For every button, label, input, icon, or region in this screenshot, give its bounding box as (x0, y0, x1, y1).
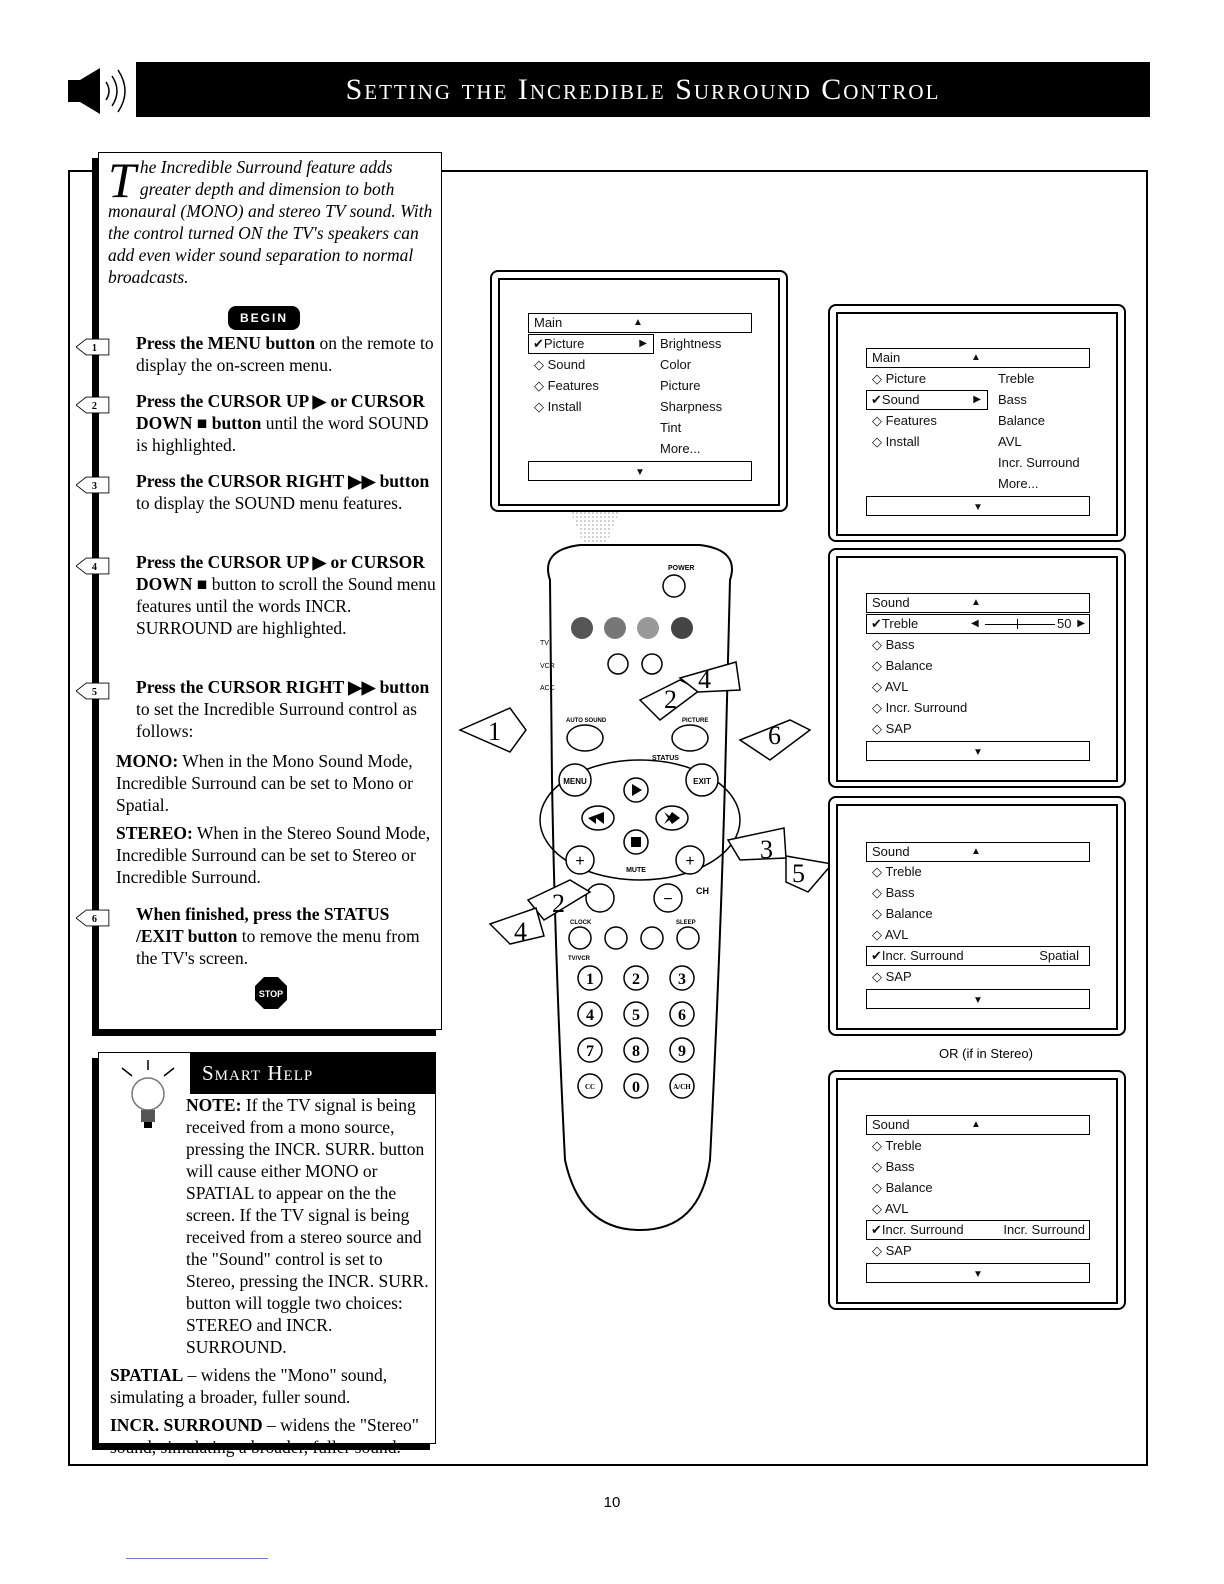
svg-text:4: 4 (698, 665, 711, 694)
menu-item-features[interactable]: ◇ Features (534, 378, 599, 393)
menu-item-balance[interactable]: ◇ Balance (872, 658, 933, 673)
smart-picture-button[interactable] (642, 654, 662, 674)
submenu-item: Tint (660, 420, 682, 435)
svg-text:5: 5 (792, 859, 805, 888)
drop-cap: T (108, 152, 136, 208)
menu-header: Sound ▲ (866, 593, 1090, 613)
submenu-item: More... (998, 476, 1039, 491)
begin-badge: BEGIN (228, 306, 300, 330)
digit-label: 5 (632, 1007, 640, 1024)
svg-text:2: 2 (91, 400, 97, 412)
svg-text:5: 5 (91, 686, 97, 698)
digit-label: CC (584, 1083, 596, 1091)
step-3: Press the CURSOR RIGHT ▶▶ button to display the SOUND menu features. 3 (108, 470, 438, 514)
menu-scroll-down[interactable]: ▼ (866, 989, 1090, 1009)
status-label: STATUS (652, 755, 679, 762)
svg-text:1: 1 (91, 342, 97, 354)
menu-item-sap[interactable]: ◇ SAP (872, 969, 912, 984)
page-number: 10 (603, 1494, 621, 1511)
cursor-down-icon (631, 837, 641, 847)
digit-label: 1 (586, 971, 594, 988)
menu-item-incr-surround[interactable]: ◇ Incr. Surround (872, 700, 968, 715)
menu-item-avl[interactable]: ◇ AVL (872, 1201, 909, 1216)
footer-rule (126, 1558, 268, 1559)
stereo-mode-text: STEREO: When in the Stereo Sound Mode, Incredible Surround can be set to Stereo or Incredible Surround. (116, 823, 431, 887)
plus-icon: + (685, 853, 695, 870)
menu-item-bass[interactable]: ◇ Bass (872, 637, 915, 652)
digit-label: 7 (586, 1043, 594, 1060)
callout-4-bottom (490, 908, 544, 946)
exit-label: EXIT (693, 777, 711, 786)
auto-picture-label: PICTURE (682, 718, 709, 724)
menu-item-sap[interactable]: ◇ SAP (872, 1243, 912, 1258)
menu-item-bass[interactable]: ◇ Bass (872, 885, 915, 900)
green-button[interactable] (604, 617, 626, 639)
digit-label: 8 (632, 1043, 640, 1060)
step-2: Press the CURSOR UP ▶ or CURSOR DOWN ■ button until the word SOUND is highlighted. 2 (108, 390, 438, 456)
submenu-item: Incr. Surround (998, 455, 1080, 470)
sleep-label: SLEEP (676, 920, 696, 926)
menu-scroll-down[interactable]: ▼ (866, 1263, 1090, 1283)
svg-text:6: 6 (91, 913, 97, 925)
digit-label: A/CH (673, 1083, 691, 1091)
smart-help-title: Smart Help (190, 1052, 436, 1094)
menu-header: Sound ▲ (866, 842, 1090, 862)
blue-button[interactable] (671, 617, 693, 639)
digit-label: 4 (586, 1007, 594, 1024)
svg-text:3: 3 (760, 835, 773, 864)
power-label: POWER (668, 565, 695, 572)
menu-header: Main ▲ (528, 313, 752, 333)
svg-text:2: 2 (552, 889, 565, 918)
plus-icon: + (575, 853, 585, 870)
digit-label: 3 (678, 971, 686, 988)
menu-item-sound[interactable]: ✔Sound ▶ (866, 390, 988, 410)
auto-sound-button[interactable] (567, 725, 603, 751)
step-marker-icon (76, 470, 110, 500)
menu-item-sound[interactable]: ◇ Sound (534, 357, 586, 372)
callout-1 (460, 708, 526, 752)
submenu-item: Balance (998, 413, 1045, 428)
step-4: Press the CURSOR UP ▶ or CURSOR DOWN ■ button to scroll the Sound menu features until the words INCR. SURROUND are highlighted. 4 (108, 551, 438, 639)
menu-item-install[interactable]: ◇ Install (872, 434, 920, 449)
power-button[interactable] (663, 575, 685, 597)
menu-header: Main ▲ (866, 348, 1090, 368)
smart-sound-button[interactable] (608, 654, 628, 674)
sleep-button[interactable] (677, 927, 699, 949)
mute-label: MUTE (626, 867, 646, 874)
step-marker-icon (76, 551, 110, 581)
menu-header: Sound ▲ (866, 1115, 1090, 1135)
submenu-item: Brightness (660, 336, 722, 351)
pause-button[interactable] (641, 927, 663, 949)
step-marker-icon (76, 390, 110, 420)
digit-label: 6 (678, 1007, 686, 1024)
stop-sign-icon (254, 976, 288, 1010)
svg-text:STOP: STOP (258, 989, 284, 999)
step-1: Press the MENU button on the remote to display the on-screen menu. 1 (108, 332, 438, 376)
clock-button[interactable] (569, 927, 591, 949)
menu-scroll-down[interactable]: ▼ (528, 461, 752, 481)
menu-item-avl[interactable]: ◇ AVL (872, 679, 909, 694)
intro-text (108, 152, 436, 288)
acc-mode-label: ACC (540, 685, 555, 692)
channel-label: CH (696, 886, 709, 896)
menu-scroll-down[interactable]: ▼ (866, 496, 1090, 516)
menu-item-incr-surround[interactable]: ✔Incr. Surround Incr. Surround (866, 1220, 1090, 1240)
mono-mode-text: MONO: When in the Mono Sound Mode, Incredible Surround can be set to Mono or Spatial. (116, 751, 413, 815)
submenu-item: AVL (998, 434, 1022, 449)
menu-item-bass[interactable]: ◇ Bass (872, 1159, 915, 1174)
menu-item-balance[interactable]: ◇ Balance (872, 1180, 933, 1195)
step-6: When finished, press the STATUS /EXIT button to remove the menu from the TV's screen. 6 (108, 903, 438, 969)
menu-scroll-down[interactable]: ▼ (866, 741, 1090, 761)
svg-text:2: 2 (664, 685, 677, 714)
clock-label: CLOCK (570, 920, 592, 926)
tv-mode-label: TV (540, 640, 549, 647)
menu-item-picture[interactable]: ✔Picture ▶ (528, 334, 654, 354)
callout-6 (740, 720, 810, 760)
menu-item-picture[interactable]: ◇ Picture (872, 371, 927, 386)
submenu-item: Picture (660, 378, 701, 393)
svg-text:4: 4 (514, 917, 527, 946)
callout-5 (786, 856, 832, 892)
vcr-mode-label: VCR (540, 663, 555, 670)
menu-item-treble[interactable]: ◇ Treble (872, 1138, 922, 1153)
digit-label: 2 (632, 971, 640, 988)
stereo-caption: OR (if in Stereo) (939, 1046, 1033, 1061)
speaker-icon (66, 66, 136, 116)
step-marker-icon (76, 903, 110, 933)
menu-item-avl[interactable]: ◇ AVL (872, 927, 909, 942)
auto-picture-button[interactable] (672, 725, 708, 751)
digit-label: 0 (632, 1079, 640, 1096)
menu-item-features[interactable]: ◇ Features (872, 413, 937, 428)
menu-item-treble[interactable]: ✔Treble ◀ 50 ▶ (866, 614, 1090, 634)
menu-label: MENU (563, 777, 587, 786)
menu-item-balance[interactable]: ◇ Balance (872, 906, 933, 921)
submenu-item: Treble (998, 371, 1035, 386)
menu-item-treble[interactable]: ◇ Treble (872, 864, 922, 879)
yellow-button[interactable] (637, 617, 659, 639)
submenu-item: Sharpness (660, 399, 723, 414)
menu-item-install[interactable]: ◇ Install (534, 399, 582, 414)
smart-help-body: NOTE: If the TV signal is being received from a mono source, pressing the INCR. SURR. button will cause either MONO or SPATIAL to appear on the the screen. If the TV signal is being received from a stereo source and the "Sound" control is set to Stereo, pressing the INCR. SURR. button will toggle two choices: STEREO and INCR. SURROUND. SPATIAL – widens the "Mono" sound, simulating a broader, fuller sound. INCR. SURROUND – widens the "Stereo" sound, simulating a broader, fuller sound. (110, 1095, 429, 1457)
step-marker-icon (76, 332, 110, 362)
svg-text:6: 6 (768, 721, 781, 750)
step-marker-icon (76, 676, 110, 706)
svg-text:1: 1 (488, 717, 501, 746)
volume-down-button[interactable] (586, 884, 614, 912)
auto-sound-label: AUTO SOUND (566, 718, 607, 724)
minus-icon: − (663, 891, 673, 908)
svg-text:3: 3 (91, 480, 97, 492)
intro-body: he Incredible Surround feature adds greater depth and dimension to both monaural (MONO) and stereo TV sound. With the control turned ON the TV's speakers can add even wider sound separation to normal broadcasts. (108, 157, 433, 287)
svg-text:4: 4 (91, 561, 97, 573)
page-title: Setting the Incredible Surround Control (136, 62, 1150, 117)
record-button[interactable] (605, 927, 627, 949)
red-button[interactable] (571, 617, 593, 639)
digit-label: 9 (678, 1043, 686, 1060)
step-5: Press the CURSOR RIGHT ▶▶ button to set the Incredible Surround control as follows: 5 (108, 676, 438, 742)
menu-item-incr-surround[interactable]: ✔Incr. Surround Spatial (866, 946, 1090, 966)
tv-vcr-label: TV/VCR (568, 956, 591, 962)
menu-item-sap[interactable]: ◇ SAP (872, 721, 912, 736)
submenu-item: More... (660, 441, 701, 456)
submenu-item: Color (660, 357, 692, 372)
submenu-item: Bass (998, 392, 1027, 407)
